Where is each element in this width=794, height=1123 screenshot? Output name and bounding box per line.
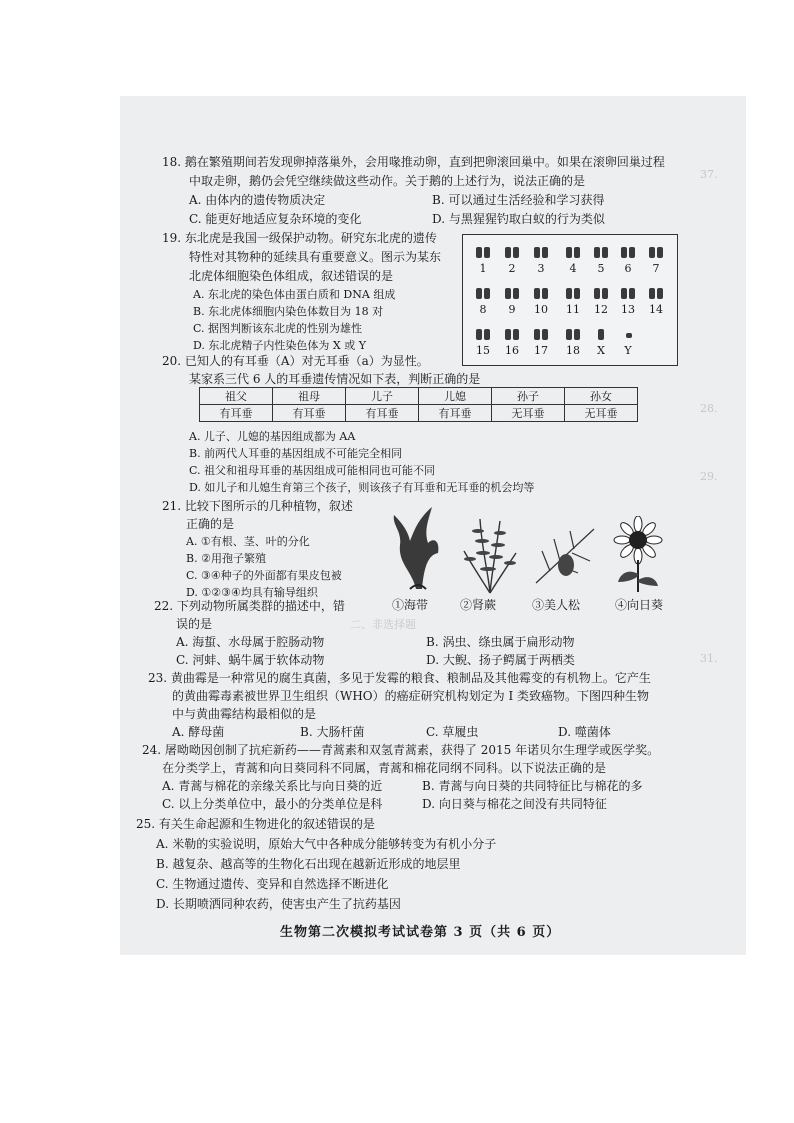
question-stem: 19. 东北虎是我国一级保护动物。研究东北虎的遗传 bbox=[162, 231, 437, 245]
option-a: A. 儿子、儿媳的基因组成都为 AA bbox=[189, 430, 356, 443]
option-a: A. 米勒的实验说明，原始大气中各种成分能够转变为有机小分子 bbox=[156, 837, 497, 851]
table-cell: 有耳垂 bbox=[200, 405, 273, 422]
plant-caption: ③美人松 bbox=[532, 598, 581, 612]
question-stem: 23. 黄曲霉是一种常见的腐生真菌，多见于发霉的粮食、粮制品及其他霉变的有机物上。它产生 bbox=[148, 671, 651, 685]
question-stem: 24. 屠呦呦因创制了抗疟新药——青蒿素和双氢青蒿素，获得了 2015 年诺贝尔生理学或医学奖。 bbox=[142, 743, 660, 757]
option-d: D. 东北虎精子内性染色体为 X 或 Y bbox=[193, 339, 367, 352]
option-b: B. ②用孢子繁殖 bbox=[186, 552, 266, 565]
chromosome-pair-image bbox=[503, 247, 521, 258]
chromosome-label: 11 bbox=[566, 303, 580, 316]
chromosome-pair-image bbox=[564, 329, 582, 340]
option-c: C. 祖父和祖母耳垂的基因组成可能相同也可能不同 bbox=[189, 464, 436, 477]
chromosome-pair-image bbox=[532, 247, 550, 258]
chromosome-label: 9 bbox=[508, 303, 516, 316]
bleed-through-text: 28. bbox=[700, 402, 718, 415]
option-d: D. ①②③④均具有输导组织 bbox=[186, 586, 318, 599]
chromosome-label: 14 bbox=[649, 303, 663, 316]
option-b: B. 大肠杆菌 bbox=[300, 725, 365, 739]
page-footer: 生物第二次模拟考试试卷第 3 页（共 6 页） bbox=[280, 925, 561, 940]
option-d: D. 与黑猩猩钓取白蚁的行为类似 bbox=[432, 212, 605, 226]
table-header-cell: 祖母 bbox=[273, 388, 346, 405]
option-c: C. 据图判断该东北虎的性别为雄性 bbox=[193, 322, 363, 335]
bleed-through-text: 37. bbox=[700, 168, 718, 181]
table-cell: 有耳垂 bbox=[273, 405, 346, 422]
option-c: C. 以上分类单位中，最小的分类单位是科 bbox=[162, 797, 383, 811]
table-cell: 无耳垂 bbox=[492, 405, 565, 422]
option-b: B. 可以通过生活经验和学习获得 bbox=[432, 193, 605, 207]
chromosome-label: 13 bbox=[621, 303, 635, 316]
option-d: D. 噬菌体 bbox=[558, 725, 611, 739]
question-stem: 误的是 bbox=[176, 617, 213, 631]
option-c: C. 生物通过遗传、变异和自然选择不断进化 bbox=[156, 877, 389, 891]
kelp-image bbox=[388, 501, 448, 593]
table-header-cell: 儿子 bbox=[346, 388, 419, 405]
chromosome-label: 12 bbox=[594, 303, 608, 316]
option-b: B. 涡虫、绦虫属于扁形动物 bbox=[426, 635, 575, 649]
question-stem: 中与黄曲霉结构最相似的是 bbox=[172, 707, 317, 721]
chromosome-label: 17 bbox=[534, 344, 548, 357]
table-header-cell: 祖父 bbox=[200, 388, 273, 405]
bleed-through-text: 29. bbox=[700, 470, 718, 483]
chromosome-label: 5 bbox=[597, 262, 605, 275]
fern-image bbox=[460, 511, 520, 595]
option-d: D. 长期喷洒同种农药，使害虫产生了抗药基因 bbox=[156, 897, 401, 911]
sunflower-image bbox=[610, 516, 666, 592]
chromosome-x-image bbox=[592, 329, 610, 340]
chromosome-pair-image bbox=[619, 247, 637, 258]
table-header-row bbox=[200, 388, 638, 405]
option-a: A. 青蒿与棉花的亲缘关系比与向日葵的近 bbox=[162, 779, 383, 793]
option-d: D. 向日葵与棉花之间没有共同特征 bbox=[422, 797, 607, 811]
chromosome-label: 1 bbox=[479, 262, 487, 275]
option-b: B. 前两代人耳垂的基因组成不可能完全相同 bbox=[189, 447, 403, 460]
table-cell: 有耳垂 bbox=[346, 405, 419, 422]
chromosome-pair-image bbox=[474, 329, 492, 340]
ear-inheritance-table bbox=[199, 387, 638, 422]
chromosome-pair-image bbox=[474, 247, 492, 258]
exam-page bbox=[120, 96, 746, 955]
pine-image bbox=[530, 521, 600, 591]
question-stem: 正确的是 bbox=[186, 517, 235, 531]
chromosome-pair-image bbox=[532, 288, 550, 299]
question-stem: 20. 已知人的有耳垂（A）对无耳垂（a）为显性。 bbox=[162, 354, 429, 368]
plant-caption: ②肾蕨 bbox=[460, 598, 497, 612]
option-c: C. 能更好地适应复杂环境的变化 bbox=[189, 212, 362, 226]
chromosome-pair-image bbox=[619, 288, 637, 299]
option-c: C. 草履虫 bbox=[426, 725, 479, 739]
question-stem: 某家系三代 6 人的耳垂遗传情况如下表，判断正确的是 bbox=[189, 372, 481, 386]
question-stem: 北虎体细胞染色体组成，叙述错误的是 bbox=[189, 269, 394, 283]
chromosome-pair-image bbox=[647, 247, 665, 258]
plant-caption: ①海带 bbox=[392, 598, 429, 612]
chromosome-label: 2 bbox=[508, 262, 516, 275]
chromosome-label: 6 bbox=[624, 262, 632, 275]
question-stem: 18. 鹅在繁殖期间若发现卵掉落巢外，会用喙推动卵，直到把卵滚回巢中。如果在滚卵回巢过程 bbox=[162, 155, 665, 169]
plant-caption: ④向日葵 bbox=[615, 598, 664, 612]
chromosome-label: 4 bbox=[569, 262, 577, 275]
chromosome-label: 3 bbox=[537, 262, 545, 275]
karyotype-figure bbox=[462, 234, 678, 366]
chromosome-pair-image bbox=[532, 329, 550, 340]
chromosome-label: X bbox=[597, 344, 605, 357]
table-header-cell: 儿媳 bbox=[419, 388, 492, 405]
chromosome-pair-image bbox=[647, 288, 665, 299]
option-b: B. 越复杂、越高等的生物化石出现在越新近形成的地层里 bbox=[156, 857, 461, 871]
table-row bbox=[200, 405, 638, 422]
chromosome-label: 18 bbox=[566, 344, 580, 357]
question-stem: 的黄曲霉毒素被世界卫生组织（WHO）的癌症研究机构划定为 I 类致癌物。下图四种生物 bbox=[172, 689, 650, 703]
chromosome-pair-image bbox=[564, 288, 582, 299]
bleed-through-text: 二、非选择题 bbox=[350, 618, 416, 631]
chromosome-y-image bbox=[619, 333, 637, 344]
chromosome-label: 16 bbox=[505, 344, 519, 357]
option-a: A. ①有根、茎、叶的分化 bbox=[186, 535, 310, 548]
chromosome-pair-image bbox=[564, 247, 582, 258]
chromosome-pair-image bbox=[503, 329, 521, 340]
question-stem: 22. 下列动物所属类群的描述中，错 bbox=[154, 599, 345, 613]
option-a: A. 由体内的遗传物质决定 bbox=[189, 193, 326, 207]
option-a: A. 酵母菌 bbox=[172, 725, 225, 739]
question-stem: 在分类学上，青蒿和向日葵同科不同属，青蒿和棉花同纲不同科。以下说法正确的是 bbox=[162, 761, 607, 775]
option-c: C. 河蚌、蜗牛属于软体动物 bbox=[176, 653, 325, 667]
chromosome-label: 15 bbox=[476, 344, 490, 357]
table-cell: 有耳垂 bbox=[419, 405, 492, 422]
chromosome-pair-image bbox=[474, 288, 492, 299]
option-b: B. 东北虎体细胞内染色体数目为 18 对 bbox=[193, 305, 384, 318]
question-stem: 21. 比较下图所示的几种植物，叙述 bbox=[162, 499, 353, 513]
chromosome-pair-image bbox=[592, 288, 610, 299]
option-d: D. 大鲵、扬子鳄属于两栖类 bbox=[426, 653, 575, 667]
chromosome-pair-image bbox=[592, 247, 610, 258]
question-stem: 中取走卵，鹅仍会凭空继续做这些动作。关于鹅的上述行为，说法正确的是 bbox=[189, 174, 586, 188]
table-header-cell: 孙女 bbox=[565, 388, 638, 405]
bleed-through-text: 31. bbox=[700, 652, 718, 665]
chromosome-label: 10 bbox=[534, 303, 548, 316]
chromosome-label: Y bbox=[624, 344, 632, 357]
option-d: D. 如儿子和儿媳生育第三个孩子，则该孩子有耳垂和无耳垂的机会均等 bbox=[189, 481, 535, 494]
option-a: A. 东北虎的染色体由蛋白质和 DNA 组成 bbox=[193, 288, 396, 301]
option-b: B. 青蒿与向日葵的共同特征比与棉花的多 bbox=[422, 779, 643, 793]
question-stem: 特性对其物种的延续具有重要意义。图示为某东 bbox=[189, 250, 442, 264]
chromosome-label: 8 bbox=[479, 303, 487, 316]
table-header-cell: 孙子 bbox=[492, 388, 565, 405]
option-c: C. ③④种子的外面都有果皮包被 bbox=[186, 569, 342, 582]
chromosome-pair-image bbox=[503, 288, 521, 299]
chromosome-label: 7 bbox=[652, 262, 660, 275]
option-a: A. 海蜇、水母属于腔肠动物 bbox=[176, 635, 325, 649]
question-stem: 25. 有关生命起源和生物进化的叙述错误的是 bbox=[136, 817, 375, 831]
table-cell: 无耳垂 bbox=[565, 405, 638, 422]
